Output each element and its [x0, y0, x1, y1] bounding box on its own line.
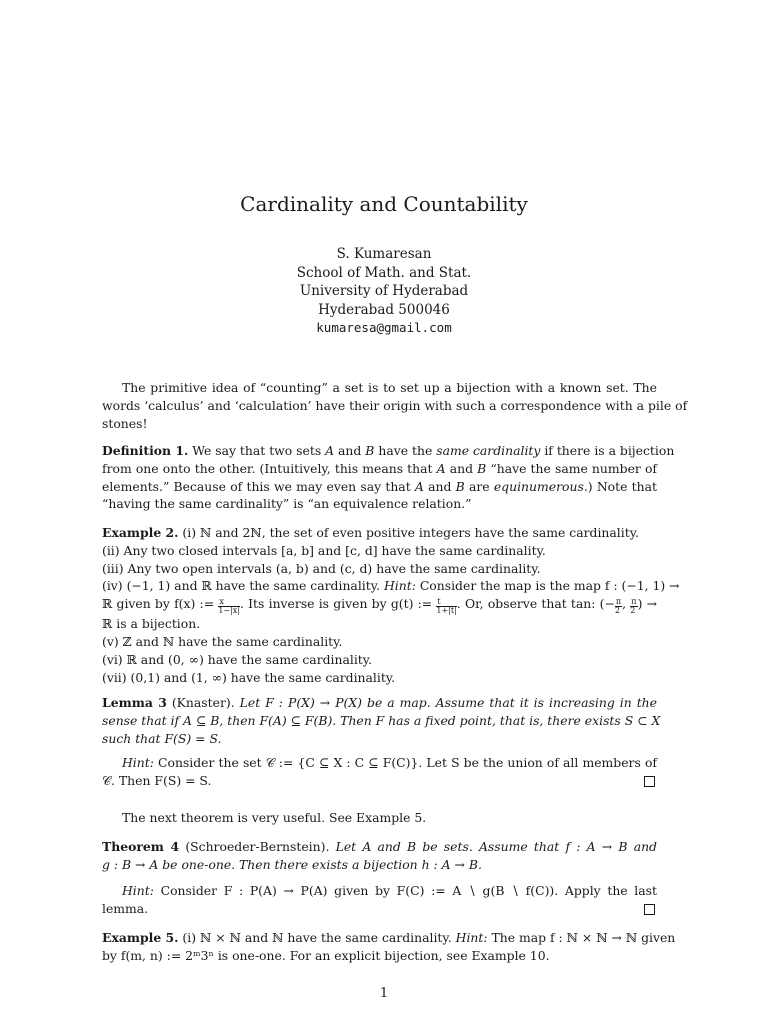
- definition-line: “having the same cardinality” is “an equivalence relation.”: [102, 496, 472, 512]
- hint-line: lemma.: [102, 900, 657, 918]
- intro-paragraph: [102, 379, 688, 432]
- theorem-4: [102, 838, 657, 874]
- author-university: University of Hyderabad: [299, 283, 469, 299]
- hint-line: Hint: Consider the set 𝒞 := {C ⊆ X : C ⊆ F(C)}. Let S be the union of all members of: [122, 755, 657, 770]
- page-number: 1: [379, 986, 389, 1001]
- theorem-4-hint: [102, 882, 657, 918]
- definition-line: Definition 1. We say that two sets A and B have the same cardinality if there is a bijection: [102, 443, 675, 458]
- author-department: School of Math. and Stat.: [296, 264, 472, 281]
- author-block: [0, 245, 768, 338]
- definition-line: elements.” Because of this we may even say that A and B are equinumerous.) Note that: [102, 478, 657, 494]
- example-heading: Example 2.: [102, 525, 179, 540]
- lemma-heading: Lemma 3: [102, 695, 167, 710]
- intro-line: The primitive idea of “counting” a set is to set up a bijection with a known set. The: [122, 380, 657, 395]
- example-line: (vii) (0,1) and (1, ∞) have the same cardinality.: [102, 669, 396, 685]
- fraction: $\frac{\pi}{2}$: [630, 597, 637, 616]
- definition-heading: Definition 1.: [102, 443, 189, 458]
- hint-line: Hint: Consider F : P(A) → P(A) given by F(C) := A ∖ g(B ∖ f(C)). Apply the last: [122, 883, 657, 898]
- example-2: [102, 524, 680, 686]
- lemma-3-hint: [102, 754, 657, 790]
- example-line: (v) ℤ and ℕ have the same cardinality.: [102, 633, 343, 649]
- lemma-line: such that F(S) = S.: [102, 730, 222, 746]
- fraction: $\frac{t}{1+|t|}$: [436, 597, 457, 616]
- fraction: $\frac{\pi}{2}$: [614, 597, 622, 616]
- example-heading: Example 5.: [102, 930, 179, 945]
- definition-1: [102, 442, 675, 513]
- theorem-heading: Theorem 4: [102, 839, 180, 854]
- example-line: ℝ given by f(x) := $\frac{x}{1-|x|}$ . Its inverse is given by g(t) := $\frac{t}{1+|t|}$ . Or, observe that tan: (− $\frac{\pi}{2}$ , $\frac{\pi}{2}$ ) →: [102, 596, 657, 616]
- example-line: ℝ is a bijection.: [102, 616, 201, 632]
- theorem-line: g : B → A be one-one. Then there exists a bijection h : A → B.: [102, 856, 482, 872]
- intro-line: words ‘calculus’ and ‘calculation’ have their origin with such a correspondence with a pile of: [102, 397, 688, 413]
- qed-box-icon: [644, 776, 655, 787]
- example-5: [102, 929, 676, 965]
- theorem-line: Theorem 4 (Schroeder-Bernstein). Let A and B be sets. Assume that f : A → B and: [102, 839, 657, 854]
- hint-line: 𝒞. Then F(S) = S.: [102, 772, 657, 790]
- defined-term: same cardinality: [436, 443, 541, 458]
- transition-paragraph: [102, 809, 657, 827]
- example-line: by f(m, n) := 2ᵐ3ⁿ is one-one. For an explicit bijection, see Example 10.: [102, 947, 550, 963]
- fraction: $\frac{x}{1-|x|}$: [218, 597, 241, 616]
- lemma-line: sense that if A ⊆ B, then F(A) ⊆ F(B). Then F has a fixed point, that is, there exists S ⊂ X: [102, 712, 661, 728]
- lemma-3: [102, 694, 661, 747]
- example-line: (ii) Any two closed intervals [a, b] and [c, d] have the same cardinality.: [102, 542, 546, 558]
- example-line: Example 5. (i) ℕ × ℕ and ℕ have the same cardinality. Hint: The map f : ℕ × ℕ → ℕ given: [102, 930, 676, 945]
- defined-term: equinumerous.: [493, 478, 588, 494]
- example-line: (vi) ℝ and (0, ∞) have the same cardinality.: [102, 651, 373, 667]
- lemma-line: Lemma 3 (Knaster). Let F : P(X) → P(X) be a map. Assume that it is increasing in the: [102, 695, 657, 710]
- author-email[interactable]: kumaresa@gmail.com: [316, 320, 452, 335]
- paper-title: Cardinality and Countability: [240, 192, 528, 216]
- author-name: S. Kumaresan: [336, 246, 432, 262]
- example-line: Example 2. (i) ℕ and 2ℕ, the set of even positive integers have the same cardinality.: [102, 525, 639, 540]
- example-line: (iv) (−1, 1) and ℝ have the same cardinality. Hint: Consider the map is the map f : (−1, 1) →: [102, 578, 680, 594]
- qed-box-icon: [644, 904, 655, 915]
- definition-line: from one onto the other. (Intuitively, this means that A and B “have the same number of: [102, 460, 657, 476]
- example-line: (iii) Any two open intervals (a, b) and (c, d) have the same cardinality.: [102, 560, 541, 576]
- intro-line: stones!: [102, 415, 148, 431]
- paragraph-line: The next theorem is very useful. See Example 5.: [122, 810, 427, 825]
- author-city: Hyderabad 500046: [318, 301, 450, 318]
